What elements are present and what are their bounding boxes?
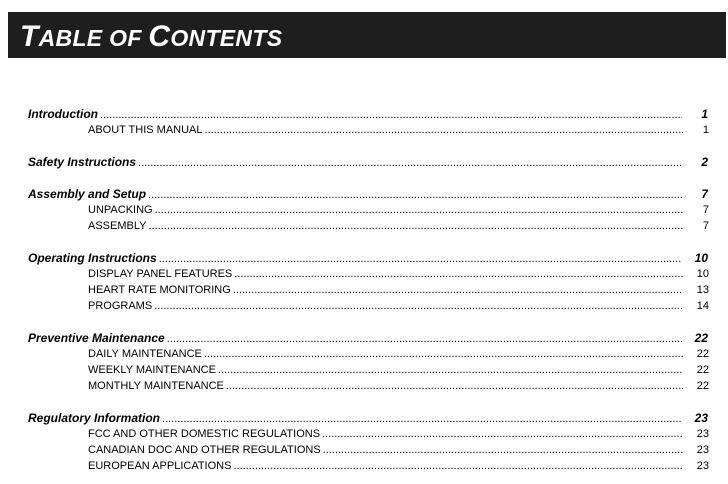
toc-section-preventive-maintenance[interactable] [28,331,708,345]
toc-item-programs[interactable] [88,300,709,312]
toc-item-daily-maintenance[interactable] [88,348,709,360]
toc-leader-dots [138,157,682,169]
toc-page-number: 22 [696,364,709,376]
toc-section-label: Regulatory Information [28,411,161,425]
toc-section-label: Safety Instructions [28,155,137,169]
toc-leader-dots [233,460,683,472]
toc-item-label: WEEKLY MAINTENANCE [88,364,216,376]
toc-page-number: 22 [696,380,709,392]
toc-leader-dots [154,300,683,312]
toc-page-number: 1 [701,107,708,121]
toc-section-label: Assembly and Setup [28,187,147,201]
toc-page-number: 23 [696,428,709,440]
toc-item-label: PROGRAMS [88,300,153,312]
toc-item-heart-rate-monitoring[interactable] [88,284,709,296]
toc-item-label: FCC AND OTHER DOMESTIC REGULATIONS [88,428,321,440]
toc-item-unpacking[interactable] [88,204,709,216]
toc-page-number: 10 [696,268,709,280]
toc-leader-dots [218,364,683,376]
toc-section-regulatory-information[interactable] [28,411,708,425]
header-bar [8,12,726,58]
toc-leader-dots [323,444,683,456]
toc-item-label: HEART RATE MONITORING [88,284,231,296]
toc-page-number: 23 [694,411,708,425]
toc-item-label: MONTHLY MAINTENANCE [88,380,224,392]
toc-page-number: 10 [694,251,708,265]
toc-section-operating-instructions[interactable] [28,251,708,265]
toc-page-number: 2 [701,155,708,169]
toc-section-label: Preventive Maintenance [28,331,165,345]
toc-section-introduction[interactable] [28,107,708,121]
toc-page-number: 7 [701,187,708,201]
toc-leader-dots [148,189,682,201]
toc-item-label: ABOUT THIS MANUAL [88,124,203,136]
toc-leader-dots [149,220,684,232]
toc-item-monthly-maintenance[interactable] [88,380,709,392]
toc-page-number: 7 [702,220,709,232]
toc-item-display-panel-features[interactable] [88,268,709,280]
toc-leader-dots [100,109,682,121]
toc-item-label: CANADIAN DOC AND OTHER REGULATIONS [88,444,321,456]
toc-page-number: 14 [696,300,709,312]
toc-leader-dots [322,428,683,440]
toc-leader-dots [204,348,683,360]
toc-page-number: 13 [696,284,709,296]
toc-item-about-this-manual[interactable] [88,124,709,136]
toc-page-number: 23 [696,460,709,472]
toc-leader-dots [159,253,682,265]
toc-item-weekly-maintenance[interactable] [88,364,709,376]
toc-item-fcc-regulations[interactable] [88,428,709,440]
toc-leader-dots [162,413,682,425]
toc-item-label: ASSEMBLY [88,220,147,232]
toc-page-number: 1 [702,124,709,136]
toc-leader-dots [233,284,683,296]
toc-item-label: DISPLAY PANEL FEATURES [88,268,233,280]
toc-leader-dots [167,333,682,345]
toc-page-number: 23 [696,444,709,456]
toc-leader-dots [155,204,683,216]
toc-section-label: Operating Instructions [28,251,157,265]
toc-item-canadian-doc-regulations[interactable] [88,444,709,456]
toc-leader-dots [226,380,683,392]
toc-item-label: EUROPEAN APPLICATIONS [88,460,232,472]
toc-leader-dots [234,268,683,280]
toc-item-european-applications[interactable] [88,460,709,472]
toc-section-safety-instructions[interactable] [28,155,708,169]
toc-section-label: Introduction [28,107,98,121]
toc-page-number: 7 [702,204,709,216]
toc-item-assembly[interactable] [88,220,709,232]
toc-page-number: 22 [694,331,708,345]
toc-page-number: 22 [696,348,709,360]
toc-item-label: UNPACKING [88,204,153,216]
page-title: TABLE OF CONTENTS [20,20,283,53]
toc-item-label: DAILY MAINTENANCE [88,348,202,360]
toc-section-assembly-and-setup[interactable] [28,187,708,201]
toc-leader-dots [205,124,683,136]
